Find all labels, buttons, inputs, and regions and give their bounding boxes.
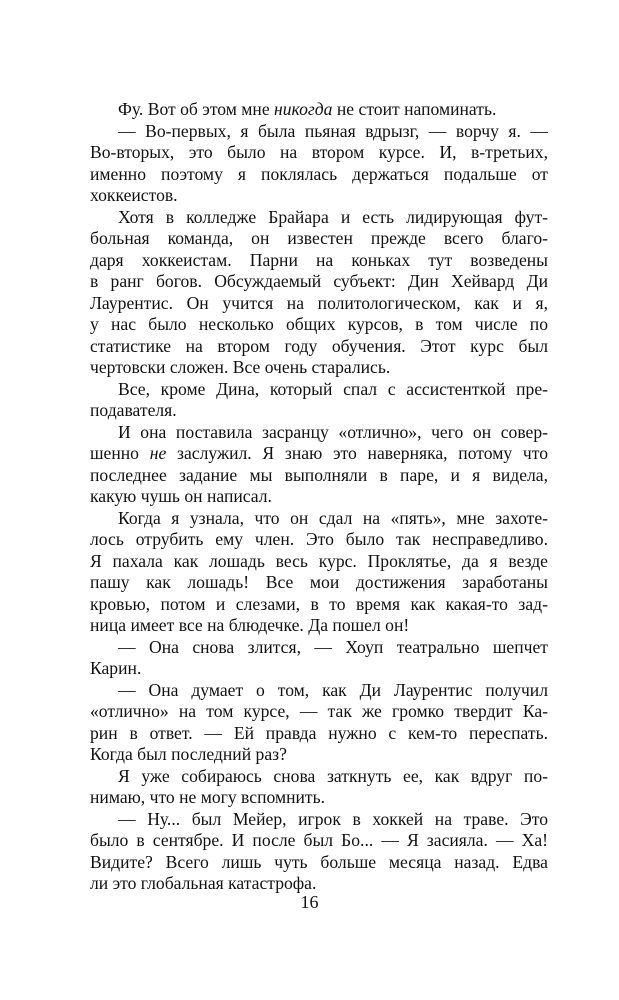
text-line — [90, 293, 548, 315]
text-run: — Она снова злится, — Хоуп театрально шепчет — [118, 636, 548, 657]
text-run: в ранг богов. Обсуждаемый субъект: Дин Хейвард Ди — [90, 271, 548, 291]
text-run: — Ну... был Мейер, игрок в хоккей на траве. Это — [118, 808, 548, 829]
text-line — [90, 271, 548, 293]
text-run: рин в ответ. — Ей правда нужно с кем-то переспать. — [90, 722, 548, 743]
text-line — [90, 680, 548, 702]
text-line — [90, 250, 548, 272]
text-run: Фу. Вот об этом мне — [118, 99, 275, 119]
text-run: больная команда, он известен прежде всего благо- — [90, 228, 548, 248]
text-line — [90, 551, 548, 573]
emphasis-run: никогда — [274, 99, 333, 119]
text-line — [90, 572, 548, 594]
text-run: «отлично» на том курсе, — так же громко твердит Ка- — [90, 701, 548, 721]
text-line — [90, 121, 548, 143]
text-line — [90, 658, 548, 680]
text-run: статистике на втором году обучения. Этот курс был — [90, 335, 548, 356]
text-line — [90, 852, 548, 874]
text-run: ница имеет все на блюдечке. Да пошел он! — [90, 615, 410, 635]
text-run: И она поставила засранцу «отлично», чего он совер- — [118, 421, 548, 442]
text-line — [90, 164, 548, 186]
text-run: не стоит напоминать. — [332, 99, 497, 119]
text-run: ли это глобальная катастрофа. — [90, 873, 317, 893]
text-run: Во-вторых, это было на втором курсе. И, в-третьих, — [90, 142, 548, 162]
text-run: шенно — [90, 443, 150, 463]
body-text — [90, 99, 548, 895]
text-line — [90, 486, 548, 508]
text-line — [90, 422, 548, 444]
text-run: кровью, потом и слезами, в то время как какая-то зад- — [90, 593, 548, 614]
text-line — [90, 594, 548, 616]
text-run: Когда я узнала, что он сдал на «пять», мне захоте- — [118, 507, 548, 528]
text-line — [90, 228, 548, 250]
text-line — [90, 830, 548, 852]
text-run: заслужил. Я знаю это наверняка, потому что — [166, 443, 548, 463]
text-run: у нас было несколько общих курсов, в том числе по — [90, 314, 548, 334]
text-line — [90, 615, 548, 637]
text-line — [90, 400, 548, 422]
text-line — [90, 787, 548, 809]
text-line — [90, 357, 548, 379]
text-line — [90, 701, 548, 723]
text-line — [90, 809, 548, 831]
text-run: нимаю, что не могу вспомнить. — [90, 787, 326, 807]
text-line — [90, 99, 548, 121]
text-run: — Она думает о том, как Ди Лаурентис получил — [118, 679, 548, 700]
text-run: — Во-первых, я была пьяная вдрызг, — ворчу я. — — [118, 120, 548, 141]
text-line — [90, 207, 548, 229]
text-run: даря хоккеистам. Парни на коньках тут возведены — [90, 249, 548, 270]
text-line — [90, 529, 548, 551]
text-line — [90, 637, 548, 659]
text-run: Хотя в колледже Брайара и есть лидирующая фут- — [118, 206, 548, 227]
text-run: именно поэтому я поклялась держаться подальше от — [90, 163, 548, 184]
text-line — [90, 314, 548, 336]
text-run: Лаурентис. Он учится на политологическом, как и я, — [90, 292, 548, 313]
text-run: последнее задание мы выполняли в паре, и я видела, — [90, 464, 548, 485]
text-run: Когда был последний раз? — [90, 744, 287, 764]
text-line — [90, 142, 548, 164]
text-line — [90, 336, 548, 358]
text-line — [90, 379, 548, 401]
text-run: подавателя. — [90, 400, 177, 420]
text-run: хоккеистов. — [90, 185, 178, 205]
text-run: Я уже собираюсь снова заткнуть ее, как вдруг по- — [118, 765, 548, 786]
text-line — [90, 443, 548, 465]
text-line — [90, 185, 548, 207]
text-run: Карин. — [90, 658, 142, 678]
text-run: чертовски сложен. Все очень старались. — [90, 357, 391, 377]
text-run: лось отрубить ему член. Это было так несправедливо. — [90, 529, 548, 549]
page-number: 16 — [300, 892, 319, 912]
text-line — [90, 744, 548, 766]
text-run: было в сентябре. И после был Бо... — Я засияла. — Ха! — [90, 830, 548, 850]
text-line — [90, 766, 548, 788]
emphasis-run: не — [149, 443, 167, 463]
text-line — [90, 465, 548, 487]
text-line — [90, 508, 548, 530]
text-run: пашу как лошадь! Все мои достижения заработаны — [90, 572, 548, 592]
text-run: Все, кроме Дина, который спал с ассистенткой пре- — [118, 378, 548, 399]
text-run: Я пахала как лошадь весь курс. Проклятье, да я везде — [90, 550, 548, 571]
text-run: какую чушь он написал. — [90, 486, 272, 506]
text-line — [90, 723, 548, 745]
text-run: Видите? Всего лишь чуть больше месяца назад. Едва — [90, 851, 548, 872]
